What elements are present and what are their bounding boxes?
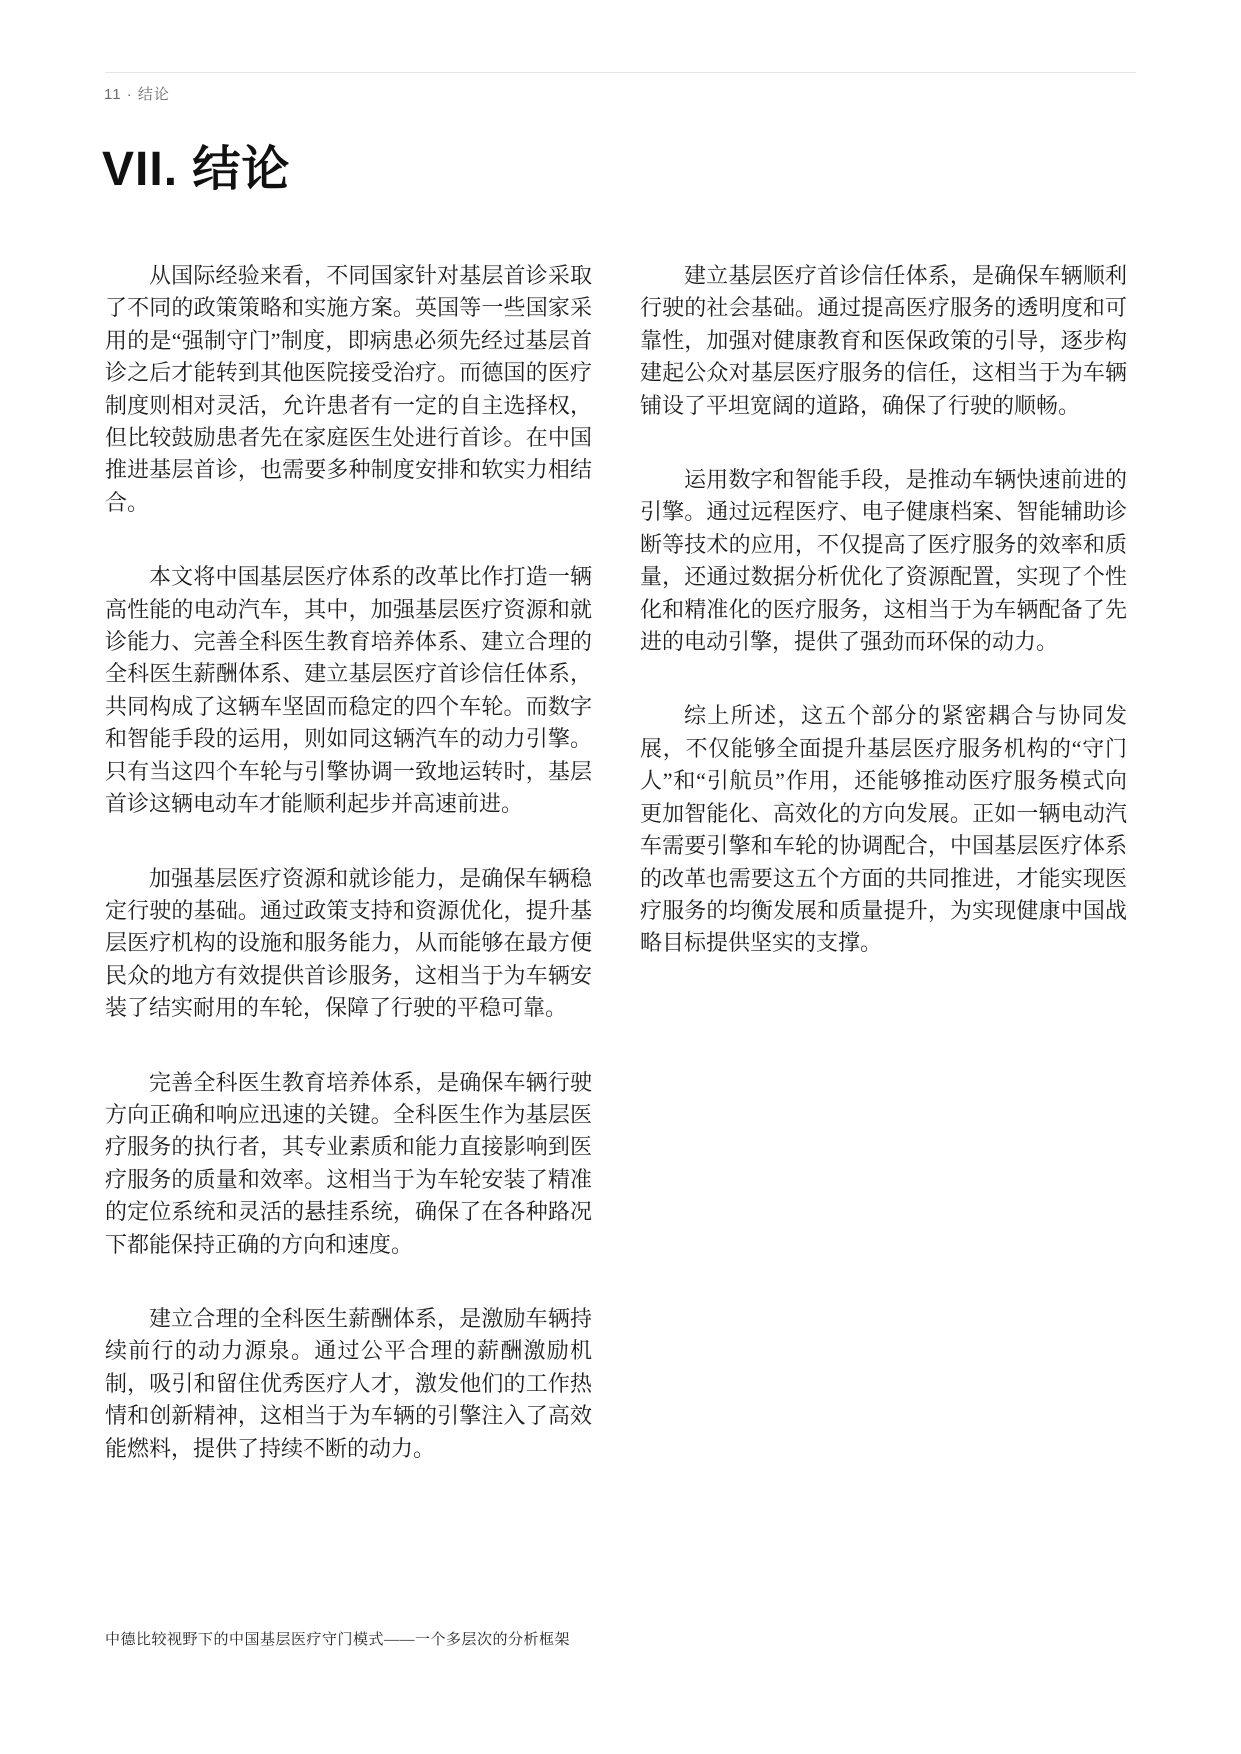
content-columns (105, 260, 1127, 1465)
paragraph: 运用数字和智能手段，是推动车辆快速前进的引擎。通过远程医疗、电子健康档案、智能辅助诊断等技术的应用，不仅提高了医疗服务的效率和质量，还通过数据分析优化了资源配置，实现了个性化和精准化的医疗服务，这相当于为车辆配备了先进的电动引擎，提供了强劲而环保的动力。 (640, 467, 1127, 655)
paragraph: 加强基层医疗资源和就诊能力，是确保车辆稳定行驶的基础。通过政策支持和资源优化，提升基层医疗机构的设施和服务能力，从而能够在最方便民众的地方有效提供首诊服务，这相当于为车辆安装了结实耐用的车轮，保障了行驶的平稳可靠。 (105, 865, 592, 1021)
header-rule (105, 72, 1136, 73)
column-right (640, 260, 1127, 1465)
page-footer: 中德比较视野下的中国基层医疗守门模式——一个多层次的分析框架 (105, 1632, 571, 1648)
column-left (105, 260, 592, 1465)
page-title: VII. 结论 (102, 143, 291, 196)
paragraph: 完善全科医生教育培养体系，是确保车辆行驶方向正确和响应迅速的关键。全科医生作为基层医疗服务的执行者，其专业素质和能力直接影响到医疗服务的质量和效率。这相当于为车轮安装了精准的定位系统和灵活的悬挂系统，确保了在各种路况下都能保持正确的方向和速度。 (105, 1069, 592, 1257)
paragraph: 本文将中国基层医疗体系的改革比作打造一辆高性能的电动汽车，其中，加强基层医疗资源和就诊能力、完善全科医生教育培养体系、建立合理的全科医生薪酬体系、建立基层医疗首诊信任体系，共同构成了这辆车坚固而稳定的四个车轮。而数字和智能手段的运用，则如同这辆汽车的动力引擎。只有当这四个车轮与引擎协调一致地运转时，基层首诊这辆电动车才能顺利起步并高速前进。 (105, 564, 592, 817)
running-header: 11 · 结论 (104, 86, 170, 103)
paragraph: 综上所述，这五个部分的紧密耦合与协同发展，不仅能够全面提升基层医疗服务机构的“守门人”和“引航员”作用，还能够推动医疗服务模式向更加智能化、高效化的方向发展。正如一辆电动汽车需要引擎和车轮的协调配合，中国基层医疗体系的改革也需要这五个方面的共同推进，才能实现医疗服务的均衡发展和质量提升，为实现健康中国战略目标提供坚实的支撑。 (640, 703, 1127, 956)
paragraph: 建立基层医疗首诊信任体系，是确保车辆顺利行驶的社会基础。通过提高医疗服务的透明度和可靠性，加强对健康教育和医保政策的引导，逐步构建起公众对基层医疗服务的信任，这相当于为车辆铺设了平坦宽阔的道路，确保了行驶的顺畅。 (640, 263, 1127, 418)
paragraph: 从国际经验来看，不同国家针对基层首诊采取了不同的政策策略和实施方案。英国等一些国家采用的是“强制守门”制度，即病患必须先经过基层首诊之后才能转到其他医院接受治疗。而德国的医疗制度则相对灵活，允许患者有一定的自主选择权，但比较鼓励患者先在家庭医生处进行首诊。在中国推进基层首诊，也需要多种制度安排和软实力相结合。 (105, 263, 592, 515)
paragraph: 建立合理的全科医生薪酬体系，是激励车辆持续前行的动力源泉。通过公平合理的薪酬激励机制，吸引和留住优秀医疗人才，激发他们的工作热情和创新精神，这相当于为车辆的引擎注入了高效能燃料，提供了持续不断的动力。 (105, 1305, 592, 1461)
